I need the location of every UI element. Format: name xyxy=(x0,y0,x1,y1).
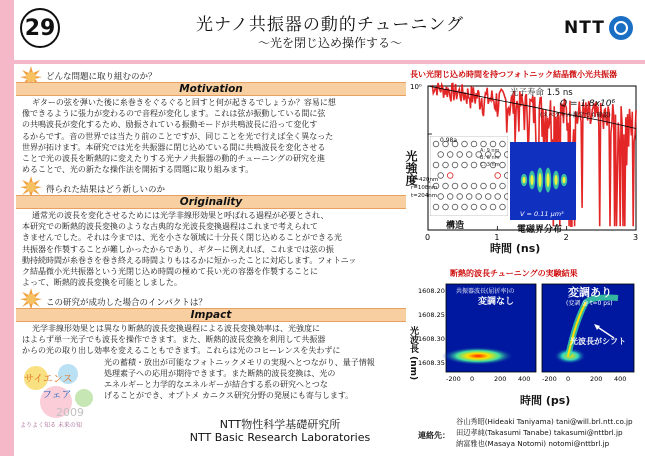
section-heading: Originality xyxy=(16,195,406,209)
field-lobe-core xyxy=(530,175,533,185)
body-line: 動持続時間が糸巻きを巻き終える時間よりもはるかに短かったことに対応します。フォトニッ xyxy=(22,255,357,265)
decay-x-tick-label: 3 xyxy=(633,233,639,242)
heatmap-x-tick-label: 0 xyxy=(470,375,475,383)
decay-y-tick-label: 10⁰ xyxy=(410,83,422,91)
body-line: るからです。音の世界では当たり前のことですが、同じことを光で行えば全く異なった xyxy=(22,131,334,141)
heatmap-y-tick-label: 1608.30 xyxy=(418,335,445,343)
section-heading: Impact xyxy=(16,308,406,322)
heatmap-x-tick-label: -200 xyxy=(542,375,557,383)
body-line: 像できるように張力が変わるので音程が変化します。これは弦が振動している間に弦 xyxy=(22,109,326,119)
body-line: からの光の取り出し効率を変えることもできます。これらは光のコヒーレンスを失わずに xyxy=(22,346,341,356)
decay-x-tick-label: 1 xyxy=(494,233,500,242)
body-line: 処理素子への応用が期待できます。また断熱的波長変換は、光の xyxy=(104,368,336,378)
body-line: 世界が拓けます。本研究では光を共振器に閉じ込めている間に共鳴波長を変化させる xyxy=(22,142,326,152)
heatmap-x-tick-label: -200 xyxy=(446,375,461,383)
heatmap-y-tick-label: 1608.20 xyxy=(418,287,445,295)
section-question: どんな問題に取り組むのか？ xyxy=(46,72,157,82)
dx-label: 0.98a xyxy=(440,137,458,144)
decay-x-label: 時間 (ns) xyxy=(490,242,541,255)
photon-lifetime: 光子寿命 1.5 ns xyxy=(510,88,573,98)
contact-entry: 谷山秀昭(Hideaki Taniyama) tani@will.brl.ntt.co.jp xyxy=(456,417,633,426)
logo-text-science: サイエンス xyxy=(24,374,73,385)
body-line: げることができ、オプトメ カニクス研究分野の発展にも寄与します。 xyxy=(104,391,354,401)
body-line: エネルギーと力学的なエネルギーが結合する系の研究へとつな xyxy=(104,380,328,390)
poster-number-badge xyxy=(20,8,60,48)
contact-label: 連絡先： xyxy=(418,431,450,440)
body-line: ク結晶微小光共振器という光閉じ込め時間の極めて長い光の容器を作製することに xyxy=(22,267,318,277)
body-line: よって、断熱的波長変換を可能としました。 xyxy=(22,278,182,288)
body-line: ことで光の波長を断熱的に変えたりする光ナノ共振器の動的チューニングの研究を進 xyxy=(22,154,326,164)
heatmap-y-tick-label: 1608.25 xyxy=(418,311,445,319)
body-line: 共振器を作製することが難しかったからであり、ギターに例えれば、これまでは弦の振 xyxy=(22,244,334,254)
ntt-logo-icon xyxy=(609,16,633,40)
field-lobe-core xyxy=(522,177,525,184)
q-note: (スペクトル測定でも確認) xyxy=(540,112,611,119)
body-line: 通常光の波長を変化させるためには光学非線形効果と呼ばれる過程が必要とされ、 xyxy=(32,211,329,220)
param-a: a=420nm xyxy=(411,177,439,183)
institution-en: NTT Basic Research Laboratories xyxy=(189,431,371,444)
section-heading: Motivation xyxy=(16,82,406,96)
body-line: ギターの弦を弾いた後に糸巻きをぐるぐると回すと何が起きるでしょうか？容易に想 xyxy=(32,98,336,107)
shift-c: C: 3 nm xyxy=(480,162,500,168)
mode-volume: V = 0.11 μm³ xyxy=(520,210,564,218)
sun-bullet-icon xyxy=(20,288,42,310)
left-panel-note: 共振器波長(屈折率)の xyxy=(456,288,515,295)
heatmap-x-tick-label: 400 xyxy=(518,375,531,383)
decay-x-tick-label: 0 xyxy=(425,233,431,242)
ntt-logo-text: NTT xyxy=(564,18,605,38)
left-accent-bar xyxy=(0,0,14,456)
structure-params xyxy=(411,176,438,200)
field-lobe-core xyxy=(546,173,549,187)
q-value: Q = 1.8x10⁶ xyxy=(560,99,616,109)
section-body xyxy=(22,210,402,288)
structure-label: 構造 xyxy=(446,221,465,231)
institution-jp: NTT物性科学基礎研究所 xyxy=(219,418,341,431)
shift-a: A: 9 nm xyxy=(480,148,500,154)
body-line: の共鳴波長が変化するため、励振されている振動モードが共鳴波長に沿って変化す xyxy=(22,120,318,130)
title-divider xyxy=(14,60,645,64)
logo-text-fair: フェア xyxy=(42,390,72,401)
heatmap-y-ticks xyxy=(418,287,445,367)
body-line: 光学非線形効果とは異なり断熱的波長変換過程による波長変換効率は、光強度に xyxy=(32,324,320,333)
param-r: r=108nm xyxy=(411,185,438,191)
heatmap-x-tick-label: 200 xyxy=(590,375,603,383)
field-distribution-inset xyxy=(510,142,576,220)
heatmap-x-tick-label: 0 xyxy=(566,375,571,383)
shift-labels xyxy=(480,148,500,169)
logo-caption: よりよく知る 未来の知 xyxy=(20,422,82,429)
shift-note: 光波長がシフト xyxy=(570,337,626,346)
figure2-title: 断熱的波長チューニングの実験結果 xyxy=(450,269,578,278)
heatmap-x-tick-label: 400 xyxy=(614,375,627,383)
science-fair-logo xyxy=(16,358,98,430)
heatmap-y-label: 光波長 (nm) xyxy=(408,326,418,381)
section-question: 得られた結果はどう新しいのか xyxy=(46,185,166,195)
decay-x-tick-label: 2 xyxy=(563,233,569,242)
figure1-title: 長い光閉じ込め時間を持つフォトニック結晶微小光共振器 xyxy=(410,70,617,79)
heatmap-x-ticks xyxy=(446,375,626,383)
contact-list xyxy=(456,416,633,449)
poster-number: 29 xyxy=(24,15,56,41)
ntt-logo xyxy=(564,16,633,40)
heatmap-left-peak xyxy=(442,347,514,365)
left-panel-label: 変調なし xyxy=(478,297,515,307)
field-lobe-core xyxy=(538,173,541,187)
section-question: この研究が成功した場合のインパクトは？ xyxy=(46,298,207,308)
heatmap-y-tick-label: 1608.35 xyxy=(418,359,445,367)
shift-b: B: 6 nm xyxy=(480,155,500,161)
body-line: 光の蓄積・放出が可能なフォトニックメモリの実現へとつながり、量子情報 xyxy=(104,357,375,367)
body-line: きませんでした。それは今までは、光を小さな領域に十分長く閉じ込めることができる光 xyxy=(22,233,342,243)
contact-entry: 納富雅也(Masaya Notomi) notomi@nttbrl.jp xyxy=(456,439,610,448)
section-body xyxy=(22,97,402,175)
heatmap-x-tick-label: 200 xyxy=(494,375,507,383)
body-line: はよらず単一光子でも波長を操作できます。また、断熱的波長変換を利用して共振器 xyxy=(22,335,326,345)
body-line: めることで、光の新たな操作法を開拓する問題に取り組みます。 xyxy=(22,165,254,175)
param-t: t=204nm xyxy=(411,193,438,199)
heatmap-x-label: 時間 (ps) xyxy=(520,394,571,407)
poster-title: 光ナノ共振器の動的チューニング xyxy=(196,15,464,35)
poster-subtitle: 〜光を閉じ込め操作する〜 xyxy=(257,36,402,50)
contact-entry: 田辺孝純(Takasumi Tanabe) takasumi@nttbrl.jp xyxy=(456,428,623,437)
logo-year: 2009 xyxy=(56,406,84,419)
body-line: 本研究での断熱的波長変換のような古典的な光波長変換過程はこれまで考えられて xyxy=(22,222,318,232)
field-lobe-core xyxy=(554,175,557,185)
field-lobe-core xyxy=(562,177,565,184)
right-panel-sub: (変調 @ t=0 ps) xyxy=(566,300,613,307)
right-panel-label: 変調あり xyxy=(568,286,612,299)
decay-y-label: 光強度 xyxy=(404,150,418,186)
field-label: 電磁界分布 xyxy=(517,225,563,235)
